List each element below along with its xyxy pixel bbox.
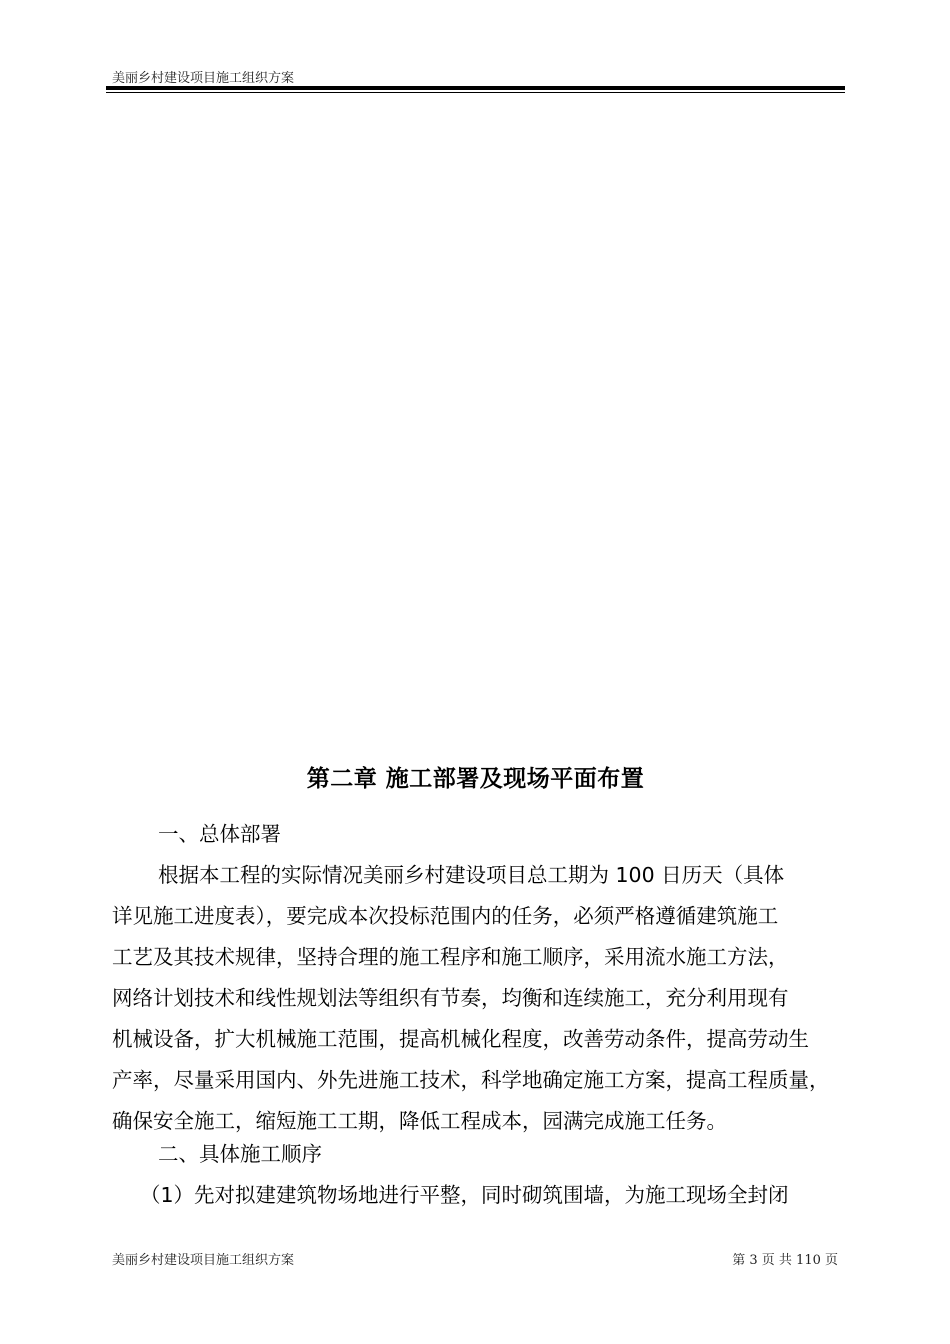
paragraph-line: 工艺及其技术规律，坚持合理的施工程序和施工顺序，采用流水施工方法，	[112, 945, 789, 969]
paragraph-line: 产率，尽量采用国内、外先进施工技术，科学地确定施工方案，提高工程质量，	[112, 1068, 830, 1092]
header-rule-thick	[106, 86, 845, 90]
header-title: 美丽乡村建设项目施工组织方案	[112, 71, 295, 86]
section-heading: 一、总体部署	[158, 822, 281, 846]
paragraph-line: 网络计划技术和线性规划法等组织有节奏，均衡和连续施工，充分利用现有	[112, 986, 789, 1010]
header-rule-thin	[106, 92, 845, 93]
page-number: 第 3 页 共 110 页	[732, 1253, 838, 1268]
paragraph-line: 机械设备，扩大机械施工范围，提高机械化程度，改善劳动条件，提高劳动生	[112, 1027, 809, 1051]
section-heading: 二、具体施工顺序	[158, 1142, 322, 1166]
paragraph-line: （1）先对拟建建筑物场地进行平整，同时砌筑围墙，为施工现场全封闭	[140, 1183, 789, 1207]
paragraph-line: 详见施工进度表），要完成本次投标范围内的任务，必须严格遵循建筑施工	[112, 904, 779, 928]
paragraph-line: 根据本工程的实际情况美丽乡村建设项目总工期为 100 日历天（具体	[158, 863, 785, 887]
footer-title: 美丽乡村建设项目施工组织方案	[112, 1253, 295, 1268]
chapter-title: 第二章 施工部署及现场平面布置	[306, 766, 645, 792]
paragraph-line: 确保安全施工，缩短施工工期，降低工程成本，园满完成施工任务。	[112, 1109, 727, 1133]
